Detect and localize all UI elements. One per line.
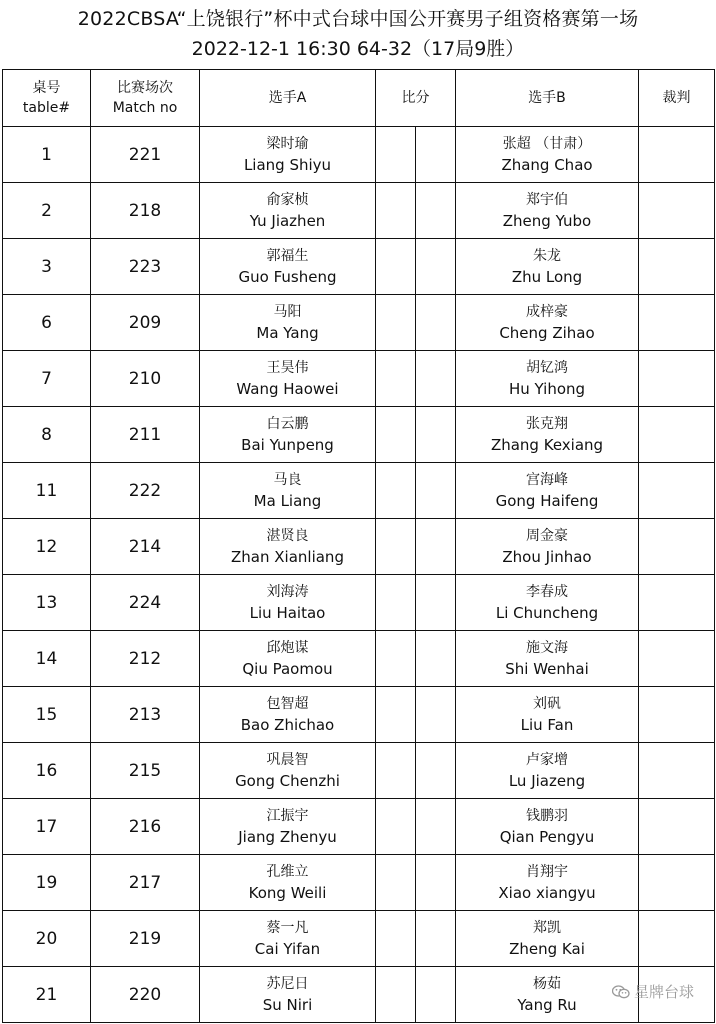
- header-row: [3, 70, 715, 127]
- cell-table-no: 12: [3, 519, 91, 575]
- player-b-name-cn: 肖翔宇: [526, 863, 568, 880]
- cell-player-b: [456, 407, 639, 463]
- table-row: [3, 351, 715, 407]
- player-a-name-cn: 郭福生: [266, 247, 309, 264]
- cell-referee: [639, 687, 715, 743]
- cell-player-b: [456, 295, 639, 351]
- player-a-name-en: Ma Liang: [253, 491, 322, 510]
- player-a-name-cn: 蔡一凡: [266, 919, 309, 936]
- cell-player-a: [200, 911, 376, 967]
- cell-score-a: [376, 575, 416, 631]
- table-row: [3, 687, 715, 743]
- cell-score-a: [376, 239, 416, 295]
- cell-player-a: [200, 631, 376, 687]
- cell-score-a: [376, 855, 416, 911]
- cell-player-a: [200, 127, 376, 183]
- player-b-name-cn: 李春成: [526, 583, 568, 600]
- table-row: [3, 799, 715, 855]
- cell-player-a: [200, 687, 376, 743]
- cell-score-b: [416, 351, 456, 407]
- player-a-name-cn: 刘海涛: [266, 583, 309, 600]
- cell-player-b: [456, 799, 639, 855]
- cell-referee: [639, 855, 715, 911]
- player-b-name-en: Liu Fan: [520, 715, 574, 734]
- cell-table-no: 19: [3, 855, 91, 911]
- cell-player-b: [456, 855, 639, 911]
- table-row: [3, 239, 715, 295]
- player-b-name-cn: 周金豪: [526, 527, 568, 544]
- player-b-name-en: Zhang Kexiang: [490, 435, 604, 454]
- player-b-name-en: Yang Ru: [517, 995, 577, 1014]
- cell-table-no: 11: [3, 463, 91, 519]
- player-b-name-en: Li Chuncheng: [495, 603, 599, 622]
- player-a-name-cn: 包智超: [266, 695, 309, 712]
- header-table-cn: 桌号: [32, 80, 61, 96]
- cell-match-no: 210: [91, 351, 200, 407]
- cell-table-no: 6: [3, 295, 91, 351]
- cell-score-a: [376, 687, 416, 743]
- player-a-name-en: Liu Haitao: [249, 603, 326, 622]
- header-match-cn: 比赛场次: [117, 80, 173, 96]
- cell-player-a: [200, 743, 376, 799]
- table-row: [3, 463, 715, 519]
- schedule-table: [2, 69, 715, 1023]
- player-a-name-cn: 巩晨智: [266, 751, 309, 768]
- player-b-name-en: Qian Pengyu: [499, 827, 595, 846]
- cell-player-a: [200, 351, 376, 407]
- player-a-name-en: Ma Yang: [256, 323, 319, 342]
- cell-match-no: 222: [91, 463, 200, 519]
- cell-score-a: [376, 911, 416, 967]
- player-b-name-cn: 张克翔: [526, 415, 568, 432]
- cell-match-no: 218: [91, 183, 200, 239]
- cell-referee: [639, 351, 715, 407]
- player-b-name-en: Zhou Jinhao: [502, 547, 592, 566]
- player-b-name-cn: 胡钇鸿: [526, 359, 568, 376]
- player-b-name-en: Cheng Zihao: [499, 323, 595, 342]
- cell-player-b: [456, 911, 639, 967]
- player-a-name-en: Jiang Zhenyu: [238, 827, 337, 846]
- cell-score-a: [376, 463, 416, 519]
- player-a-name-cn: 梁时瑜: [266, 135, 309, 152]
- cell-score-b: [416, 967, 456, 1023]
- player-b-name-cn: 郑宇伯: [526, 191, 568, 208]
- table-row: [3, 127, 715, 183]
- player-a-name-cn: 苏尼日: [266, 975, 309, 992]
- table-row: [3, 575, 715, 631]
- cell-referee: [639, 127, 715, 183]
- cell-score-b: [416, 295, 456, 351]
- cell-match-no: 213: [91, 687, 200, 743]
- cell-player-a: [200, 407, 376, 463]
- player-a-name-cn: 白云鹏: [266, 415, 309, 432]
- cell-referee: [639, 911, 715, 967]
- cell-score-a: [376, 967, 416, 1023]
- header-table-en: table#: [22, 100, 71, 116]
- cell-player-a: [200, 855, 376, 911]
- player-b-name-en: Shi Wenhai: [505, 659, 589, 678]
- cell-score-b: [416, 743, 456, 799]
- cell-score-b: [416, 183, 456, 239]
- cell-player-b: [456, 743, 639, 799]
- table-row: [3, 183, 715, 239]
- cell-player-a: [200, 519, 376, 575]
- cell-table-no: 8: [3, 407, 91, 463]
- cell-player-a: [200, 799, 376, 855]
- cell-score-a: [376, 799, 416, 855]
- player-b-name-en: Zheng Kai: [509, 939, 585, 958]
- cell-player-a: [200, 239, 376, 295]
- player-b-name-en: Gong Haifeng: [495, 491, 599, 510]
- cell-score-a: [376, 519, 416, 575]
- player-a-name-en: Bai Yunpeng: [241, 435, 334, 454]
- cell-match-no: 209: [91, 295, 200, 351]
- cell-match-no: 220: [91, 967, 200, 1023]
- player-b-name-cn: 施文海: [526, 639, 568, 656]
- cell-match-no: 214: [91, 519, 200, 575]
- player-b-name-cn: 杨茹: [533, 975, 561, 992]
- cell-score-a: [376, 407, 416, 463]
- player-b-name-cn: 卢家增: [526, 751, 568, 768]
- header-match-no: [91, 70, 200, 127]
- cell-player-b: [456, 687, 639, 743]
- player-b-name-cn: 朱龙: [533, 247, 561, 264]
- player-a-name-en: Liang Shiyu: [243, 155, 332, 174]
- cell-match-no: 212: [91, 631, 200, 687]
- player-b-name-en: Zheng Yubo: [502, 211, 592, 230]
- cell-referee: [639, 519, 715, 575]
- cell-table-no: 3: [3, 239, 91, 295]
- table-row: [3, 855, 715, 911]
- cell-player-a: [200, 575, 376, 631]
- player-a-name-en: Gong Chenzhi: [235, 771, 340, 790]
- header-match-en: Match no: [112, 100, 178, 116]
- cell-table-no: 20: [3, 911, 91, 967]
- table-row: [3, 743, 715, 799]
- cell-score-a: [376, 631, 416, 687]
- cell-match-no: 217: [91, 855, 200, 911]
- player-a-name-cn: 王昊伟: [266, 359, 309, 376]
- player-a-name-cn: 孔维立: [266, 863, 309, 880]
- player-b-name-en: Xiao xiangyu: [498, 883, 596, 902]
- cell-table-no: 17: [3, 799, 91, 855]
- player-a-name-en: Cai Yifan: [254, 939, 321, 958]
- player-b-name-en: Zhu Long: [511, 267, 583, 286]
- table-row: [3, 911, 715, 967]
- player-a-name-cn: 邱炮谋: [266, 639, 309, 656]
- cell-player-a: [200, 463, 376, 519]
- watermark: [612, 981, 694, 1002]
- cell-referee: [639, 295, 715, 351]
- cell-score-b: [416, 911, 456, 967]
- cell-score-b: [416, 127, 456, 183]
- cell-match-no: 216: [91, 799, 200, 855]
- cell-player-b: [456, 239, 639, 295]
- cell-referee: [639, 799, 715, 855]
- table-row: [3, 519, 715, 575]
- cell-score-b: [416, 855, 456, 911]
- wechat-icon: [612, 985, 630, 999]
- cell-table-no: 21: [3, 967, 91, 1023]
- cell-referee: [639, 743, 715, 799]
- cell-player-a: [200, 183, 376, 239]
- player-a-name-en: Kong Weili: [248, 883, 327, 902]
- player-a-name-en: Guo Fusheng: [238, 267, 337, 286]
- cell-table-no: 7: [3, 351, 91, 407]
- cell-score-b: [416, 631, 456, 687]
- cell-referee: [639, 407, 715, 463]
- table-row: [3, 295, 715, 351]
- player-a-name-en: Qiu Paomou: [242, 659, 333, 678]
- cell-referee: [639, 239, 715, 295]
- cell-referee: [639, 631, 715, 687]
- watermark-text: 星牌台球: [633, 983, 694, 1001]
- cell-table-no: 15: [3, 687, 91, 743]
- player-b-name-cn: 宫海峰: [526, 471, 568, 488]
- cell-score-b: [416, 239, 456, 295]
- cell-match-no: 219: [91, 911, 200, 967]
- cell-table-no: 1: [3, 127, 91, 183]
- cell-score-a: [376, 183, 416, 239]
- cell-player-b: [456, 351, 639, 407]
- cell-player-a: [200, 967, 376, 1023]
- cell-score-a: [376, 743, 416, 799]
- cell-table-no: 16: [3, 743, 91, 799]
- cell-score-b: [416, 519, 456, 575]
- player-a-name-en: Su Niri: [262, 995, 313, 1014]
- header-table-no: [3, 70, 91, 127]
- cell-player-b: [456, 575, 639, 631]
- player-b-name-cn: 钱鹏羽: [526, 807, 568, 824]
- cell-score-a: [376, 127, 416, 183]
- player-a-name-en: Bao Zhichao: [240, 715, 335, 734]
- header-referee: 裁判: [639, 70, 715, 127]
- player-b-name-en: Zhang Chao: [501, 155, 593, 174]
- table-body: [3, 127, 715, 1023]
- cell-score-a: [376, 351, 416, 407]
- cell-player-b: [456, 519, 639, 575]
- cell-referee: [639, 463, 715, 519]
- header-score: 比分: [376, 70, 456, 127]
- cell-table-no: 13: [3, 575, 91, 631]
- player-b-name-cn: 成梓豪: [526, 303, 568, 320]
- cell-score-b: [416, 687, 456, 743]
- cell-score-b: [416, 575, 456, 631]
- cell-table-no: 14: [3, 631, 91, 687]
- player-a-name-cn: 俞家桢: [266, 191, 309, 208]
- cell-table-no: 2: [3, 183, 91, 239]
- player-a-name-cn: 湛贤良: [266, 527, 309, 544]
- cell-referee: [639, 183, 715, 239]
- header-player-b: 选手B: [456, 70, 639, 127]
- player-b-name-en: Lu Jiazeng: [508, 771, 586, 790]
- cell-score-b: [416, 799, 456, 855]
- cell-match-no: 211: [91, 407, 200, 463]
- cell-match-no: 215: [91, 743, 200, 799]
- cell-score-a: [376, 295, 416, 351]
- table-row: [3, 631, 715, 687]
- cell-player-a: [200, 295, 376, 351]
- cell-score-b: [416, 407, 456, 463]
- cell-player-b: [456, 463, 639, 519]
- cell-match-no: 221: [91, 127, 200, 183]
- table-row: [3, 407, 715, 463]
- cell-player-b: [456, 183, 639, 239]
- table-row: [3, 967, 715, 1023]
- title-line-2: 2022-12-1 16:30 64-32（17局9胜）: [191, 38, 525, 60]
- player-b-name-cn: 张超 （甘肃）: [502, 135, 592, 152]
- player-b-name-cn: 刘矾: [533, 695, 561, 712]
- cell-referee: [639, 575, 715, 631]
- cell-match-no: 224: [91, 575, 200, 631]
- player-b-name-cn: 郑凯: [533, 919, 561, 936]
- player-a-name-en: Zhan Xianliang: [231, 547, 344, 566]
- cell-score-b: [416, 463, 456, 519]
- cell-player-b: [456, 631, 639, 687]
- player-a-name-cn: 马良: [273, 471, 302, 488]
- player-b-name-en: Hu Yihong: [508, 379, 586, 398]
- player-a-name-en: Wang Haowei: [236, 379, 339, 398]
- cell-match-no: 223: [91, 239, 200, 295]
- player-a-name-cn: 江振宇: [266, 807, 309, 824]
- title-line-1: 2022CBSA“上饶银行”杯中式台球中国公开赛男子组资格赛第一场: [77, 8, 639, 30]
- player-a-name-en: Yu Jiazhen: [249, 211, 326, 230]
- header-player-a: 选手A: [200, 70, 376, 127]
- player-a-name-cn: 马阳: [273, 303, 302, 320]
- cell-player-b: [456, 127, 639, 183]
